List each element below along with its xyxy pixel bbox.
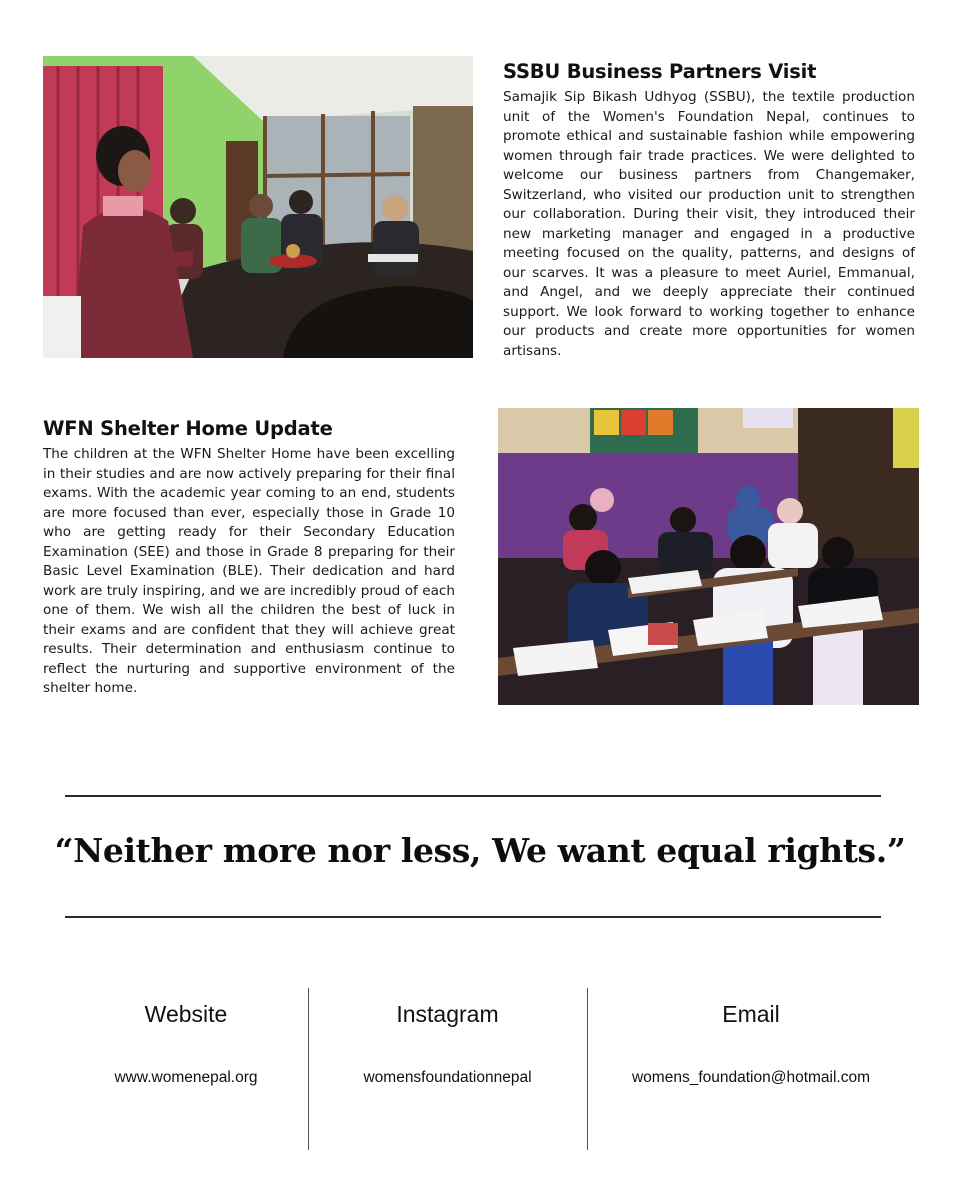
contact-divider [308, 988, 309, 1150]
shelter-article-body: The children at the WFN Shelter Home have been excelling in their studies and are now actively preparing for their final exams. With the academic year coming to an end, students are more focused than ever, especially those in Grade 10 who are getting ready for their Secondary Education Examination (SEE) and those in Grade 8 preparing for their Basic Level Examination (BLE). Their dedication and hard work are truly inspiring, and we are incredibly proud of each one of them. We wish all the children the best of luck in their exams and are confident that they will achieve great results. Their determination and enthusiasm continue to reflect the nurturing and supportive environment of the shelter home. [43, 446, 455, 696]
shelter-article-title: WFN Shelter Home Update [43, 417, 333, 440]
contact-website-link[interactable]: www.womenepal.org [114, 1069, 258, 1086]
contact-website [86, 998, 286, 1088]
ssbu-article-body: Samajik Sip Bikash Udhyog (SSBU), the textile production unit of the Women's Foundation Nepal, continues to promote ethical and sustainable fashion while empowering women through fair trade practices. We were delighted to welcome our business partners from Changemaker, Switzerland, who visited our production unit to strengthen our collaboration. During their visit, they introduced their new marketing manager and engaged in a productive meeting focused on the quality, patterns, and designs of our scarves. It was a pleasure to meet Auriel, Emmanual, and Angel, and we deeply appreciate their continued support. We look forward to working together to enhance our products and create more opportunities for women artisans. [503, 89, 915, 359]
meeting-photo [43, 56, 473, 358]
quote-bottom-rule [65, 916, 881, 918]
contact-website-title: Website [144, 1001, 228, 1027]
shelter-article [43, 418, 455, 699]
contact-divider [587, 988, 588, 1150]
contact-instagram-handle[interactable]: womensfoundationnepal [363, 1069, 532, 1086]
contact-email-title: Email [722, 1001, 780, 1027]
quote-text: “Neither more nor less, We want equal rights.” [54, 831, 906, 870]
contact-instagram-title: Instagram [396, 1001, 499, 1027]
classroom-photo [498, 408, 919, 705]
ssbu-article [503, 61, 915, 361]
contact-instagram [330, 998, 565, 1088]
ssbu-article-title: SSBU Business Partners Visit [503, 60, 817, 83]
quote-top-rule [65, 795, 881, 797]
contact-email [606, 998, 896, 1088]
contact-email-address[interactable]: womens_foundation@hotmail.com [631, 1069, 871, 1086]
